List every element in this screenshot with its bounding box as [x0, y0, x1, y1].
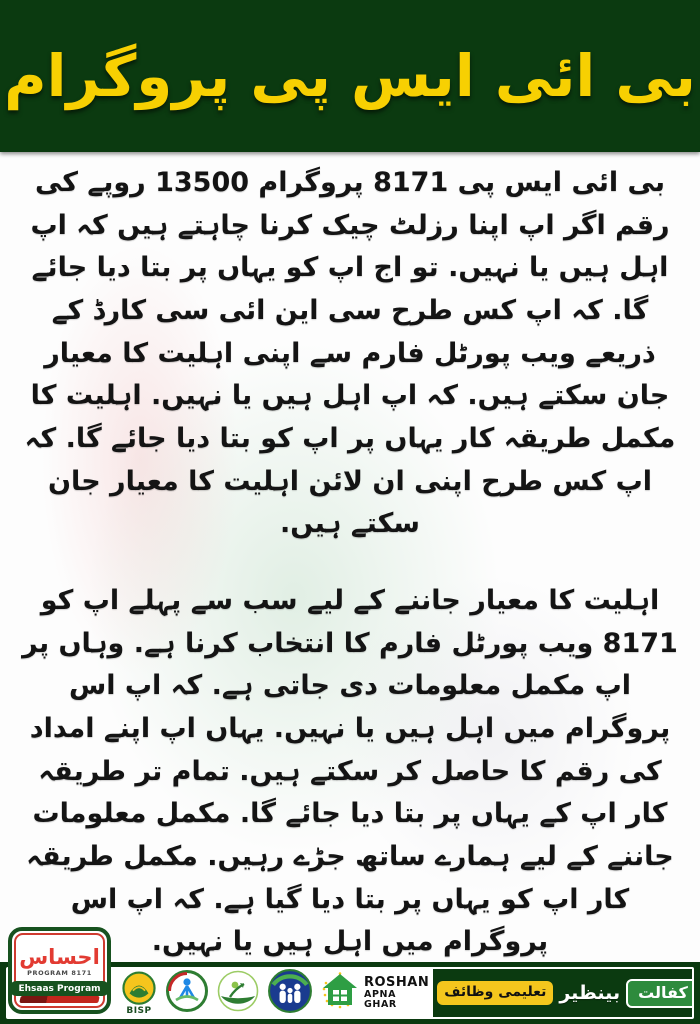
- ehsaas-red-ribbon: [19, 996, 99, 1003]
- ehsaas-logo-inner-frame: [14, 933, 105, 1008]
- body-text-area: [0, 152, 700, 962]
- paragraph-1: بی ائی ایس پی 8171 پروگرام 13500 روپے کی رقم اگر اپ اپنا رزلٹ چیک کرنا چاہتے ہیں کہ اپ اہل ہیں یا نہیں. تو اج اپ کو یہاں پر بتا دیا جائے گا. کہ اپ کس طرح سی این ائی سی کارڈ کے ذریعے ویب پورٹل فارم سے اپنی اہلیت کا معیار جان سکتے ہیں. کہ اپ اہل ہیں یا نہیں. اہلیت کا مکمل طریقہ کار یہاں پر اپ کو بتا دیا جائے گا. کہ اپ کس طرح اپنی ان لائن اہلیت کا معیار جان سکتے ہیں.: [24, 167, 676, 540]
- paragraph-2: اہلیت کا معیار جاننے کے لیے سب سے پہلے اپ کو 8171 ویب پورٹل فارم کا انتخاب کرنا ہے. وہاں پر اپ مکمل معلومات دی جاتی ہے. کہ اپ اس پروگرام میں اہل ہیں یا نہیں. یہاں اپ اپنے امداد کی رقم کا حاصل کر سکتے ہیں. تمام تر طریقہ کار اپ کے یہاں پر بتا دیا جائے گا. مکمل معلومات جاننے کے لیے ہمارے ساتھ جڑے رہیں. مکمل طریقہ کار اپ کو یہاں پر بتا دیا گیا ہے. کہ اپ اس پروگرام میں اہل ہیں یا نہیں.: [22, 584, 678, 958]
- bisp-logo: [120, 970, 158, 1016]
- house-icon: [320, 971, 360, 1015]
- benazir-label-taleemi: بینظیر: [559, 982, 621, 1004]
- family-circle-logo-icon: [267, 968, 313, 1018]
- health-figure-logo-icon: [165, 969, 209, 1017]
- kafalat-badge: کفالت: [626, 979, 694, 1008]
- roshan-apna-ghar-logo: [320, 971, 429, 1015]
- bisp-logo-label: BISP: [126, 1006, 152, 1016]
- header-banner: [0, 0, 700, 152]
- ehsaas-program-8171-label: PROGRAM 8171: [27, 969, 92, 977]
- ehsaas-urdu-wordmark: احساس: [19, 945, 100, 969]
- nashonuma-logo-icon: [216, 969, 260, 1017]
- ehsaas-program-pill: Ehsaas Program: [9, 981, 109, 996]
- roshan-label-line2: APNA GHAR: [364, 988, 397, 1010]
- taleemi-wazaif-badge: تعلیمی وظائف: [437, 981, 553, 1005]
- benazir-badges-area: [433, 969, 694, 1017]
- bisp-logo-icon: [120, 970, 158, 1011]
- ehsaas-program-logo: [8, 927, 111, 1014]
- page-title: بی ائی ایس پی پروگرام: [4, 42, 696, 110]
- roshan-label-line1: ROSHAN: [364, 975, 430, 991]
